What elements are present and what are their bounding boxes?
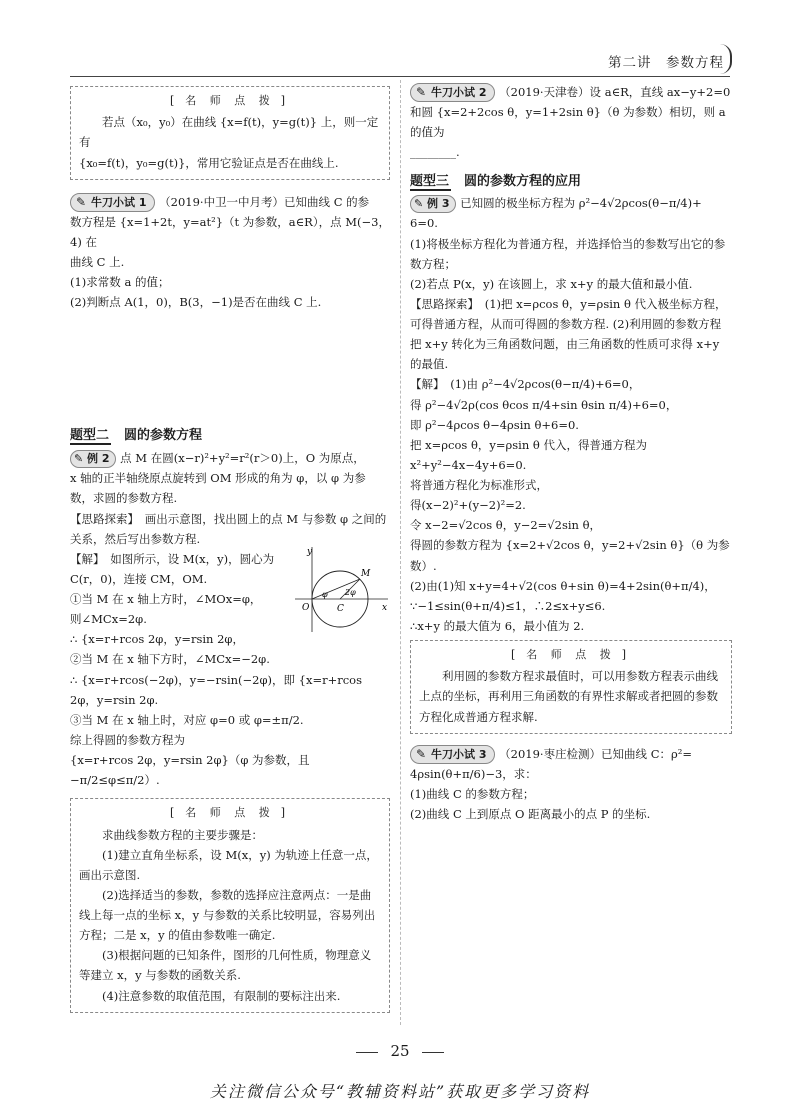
tip2-line4: (4)注意参数的取值范围，有限制的要标注出来. [102,988,341,1003]
trial1-line3: 曲线 C 上. [70,255,125,269]
trial1-line1: （2019·中卫一中月考）已知曲线 C 的参 [159,194,370,209]
figure-label-2phi: 2φ [345,588,356,598]
example2-badge: ✎ 例 2 [70,450,116,468]
trial3-line1: （2019·枣庄检测）已知曲线 C：ρ²= [499,746,693,761]
figure-label-y: y [307,547,313,558]
circle-figure [290,544,390,634]
column-divider [400,80,401,1025]
example3-think: 【思路探索】 (1)把 x=ρcos θ，y=ρsin θ 代入极坐标方程，可得普通方程，从而可得圆的参数方程. (2)利用圆的参数方程把 x+y 转化为三角函数问题，由三角函数的性质可求得 x+y 的最值. [410,296,727,372]
example3-step10: ∵−1≤sin(θ+π/4)≤1，∴2≤x+y≤6. [410,598,606,613]
tip-box-2: [ 名 师 点 拨 ] 求曲线参数方程的主要步骤是： (1)建立直角坐标系，设 M(x，y) 为轨迹上任意一点，画出示意图. (2)选择适当的参数，参数的选择应注意两点：一是曲线上每一点的坐标 x，y 与参数的关系比较明显，容易列出方程；二是 x，y 的值由参数唯一确定. (3)根据问题的已知条件，图形的几何性质，物理意义等建立 x，y 与参数的函数关系. (4)注意参数的取值范围，有限制的要标注出来. [70,798,390,1012]
example3-line2: 6=0. [410,216,438,231]
example2-case1a: ①当 M 在 x 轴上方时，∠MOx=φ， [70,592,262,606]
section-2-heading [70,425,390,448]
footer-note: 关注微信公众号“教辅资料站”获取更多学习资料 [209,1082,591,1101]
example2-case3: ③当 M 在 x 轴上时，对应 φ=0 或 φ=±π/2. [70,712,304,727]
trial2-line3: ________. [410,145,460,160]
example3-step11: ∴x+y 的最大值为 6，最小值为 2. [410,618,585,633]
tip2-line0: 求曲线参数方程的主要步骤是： [102,827,263,842]
example2-solution2: C(r，0)，连接 CM，OM. [70,571,208,586]
trial1-question1: (1)求常数 a 的值； [70,275,170,290]
example2-summary: 综上得圆的参数方程为 [70,732,185,747]
figure-label-c: C [337,604,344,615]
section2-title: 圆的参数方程 [124,428,203,444]
trial3-line2: 4ρsin(θ+π/6)−3，求： [410,766,537,781]
trial3-badge: ✎ 牛刀小试 3 [410,745,495,764]
figure-label-o: O [302,603,310,614]
page-number: 25 [0,1038,800,1064]
example2-final: {x=r+rcos 2φ，y=rsin 2φ}（φ 为参数，且 −π/2≤φ≤π/2）. [70,753,310,788]
header-rule [70,76,730,77]
page-header-title: 第二讲 参数方程 [608,55,724,71]
tip-box-3: [ 名 师 点 拨 ] 利用圆的参数方程求最值时，可以用参数方程表示曲线上点的坐标，再利用三角函数的有界性求解或者把圆的参数方程化成普通方程求解. [410,640,732,734]
example-2 [70,448,390,790]
tip1-line2: {x₀=f(t)，y₀=g(t)}，常用它验证点是否在曲线上. [79,155,339,170]
tip3-line1: 利用圆的参数方程求最值时，可以用参数方程表示曲线上点的坐标，再利用三角函数的有界性求解或者把圆的参数方程化成普通方程求解. [419,669,718,724]
tip2-line3: (3)根据问题的已知条件，图形的几何性质，物理意义等建立 x，y 与参数的函数关系. [79,948,372,983]
example3-step7: 令 x−2=√2cos θ，y−2=√2sin θ， [410,518,602,533]
trial1-badge: ✎ 牛刀小试 1 [70,193,155,212]
example3-step8: 得圆的参数方程为 {x=2+√2cos θ，y=2+√2sin θ}（θ 为参数）. [410,538,730,573]
example2-case2b: ∴ {x=r+rcos(−2φ)，y=−rsin(−2φ)，即 {x=r+rcos 2φ，y=rsin 2φ. [70,672,363,707]
figure-label-m: M [361,569,371,580]
example3-step9: (2)由(1)知 x+y=4+√2(cos θ+sin θ)=4+2sin(θ+π/4)， [410,578,716,593]
trial-3 [410,744,732,825]
trial-2 [410,82,732,163]
figure-label-phi: φ [322,590,328,600]
example2-case1b: 则∠MCx=2φ. [70,612,147,627]
example2-case1c: ∴ {x=r+rcos 2φ，y=rsin 2φ， [70,632,244,647]
section3-title: 圆的参数方程的应用 [464,173,582,189]
example-3 [410,193,732,636]
trial3-question1: (1)曲线 C 的参数方程； [410,786,535,801]
example2-think: 【思路探索】 画出示意图，找出圆上的点 M 与参数 φ 之间的关系，然后写出参数方程. [70,511,387,546]
example3-question1: (1)将极坐标方程化为普通方程，并选择恰当的参数写出它的参数方程； [410,236,726,271]
tip-box-title: 名 师 点 拨 [185,94,275,107]
section2-tag: 题型二 [70,428,110,444]
figure-label-x: x [382,603,388,614]
example3-step3: 即 ρ²−4ρcos θ−4ρsin θ+6=0. [410,417,579,432]
trial2-line2: 和圆 {x=2+2cos θ，y=1+2sin θ}（θ 为参数）相切，则 a 的值为 [410,105,726,140]
trial-1 [70,192,390,313]
section3-tag: 题型三 [410,173,450,189]
example3-step2: 得 ρ²−4√2ρ(cos θcos π/4+sin θsin π/4)+6=0， [410,397,678,412]
trial2-line1: （2019·天津卷）设 a∈R，直线 ax−y+2=0 [499,85,731,99]
tip2-line2: (2)选择适当的参数，参数的选择应注意两点：一是曲线上每一点的坐标 x，y 与参数的关系比较明显，容易列出方程；二是 x，y 的值由参数唯一确定. [79,887,376,943]
tip1-line1: 若点（x₀，y₀）在曲线 {x=f(t)，y=g(t)} 上，则一定有 [79,115,379,150]
example3-badge: ✎ 例 3 [410,195,456,213]
example2-line3: 数，求圆的参数方程. [70,491,178,506]
example2-case2a: ②当 M 在 x 轴下方时，∠MCx=−2φ. [70,652,270,667]
example2-solution1: 【解】 如图所示，设 M(x，y)，圆心为 [70,551,275,566]
section-3-heading [410,171,732,194]
trial2-badge: ✎ 牛刀小试 2 [410,83,495,102]
example2-line1: 点 M 在圆(x−r)²+y²=r²(r＞0)上，O 为原点， [120,451,365,466]
tip-box-title: 名 师 点 拨 [185,806,275,820]
example3-step4: 把 x=ρcos θ，y=ρsin θ 代入，得普通方程为 x²+y²−4x−4y+6=0. [410,437,647,472]
example3-question2: (2)若点 P(x，y) 在该圆上，求 x+y 的最大值和最小值. [410,276,693,291]
trial1-question2: (2)判断点 A(1，0)，B(3，−1)是否在曲线 C 上. [70,295,322,310]
left-column [70,82,390,1013]
example3-step5: 将普通方程化为标准形式， [410,478,548,492]
tip-box-1: [ 名 师 点 拨 ] 若点（x₀，y₀）在曲线 {x=f(t)，y=g(t)} 上，则一定有 {x₀=f(t)，y₀=g(t)}，常用它验证点是否在曲线上. [70,86,390,180]
tip-box-title: 名 师 点 拨 [526,648,616,661]
example3-step1: 【解】 (1)由 ρ²−4√2ρcos(θ−π/4)+6=0， [410,377,641,392]
trial3-question2: (2)曲线 C 上到原点 O 距离最小的点 P 的坐标. [410,807,651,821]
example2-line2: x 轴的正半轴绕原点旋转到 OM 形成的角为 φ，以 φ 为参 [70,471,366,486]
right-column [410,82,732,824]
trial1-line2: 数方程是 {x=1+2t，y=at²}（t 为参数，a∈R），点 M(−3，4) 在 [70,214,390,249]
example3-line1: 已知圆的极坐标方程为 ρ²−4√2ρcos(θ−π/4)+ [460,196,702,211]
tip2-line1: (1)建立直角坐标系，设 M(x，y) 为轨迹上任意一点，画出示意图. [79,847,378,882]
example3-step6: 得(x−2)²+(y−2)²=2. [410,498,526,513]
header-ornament [718,44,732,74]
